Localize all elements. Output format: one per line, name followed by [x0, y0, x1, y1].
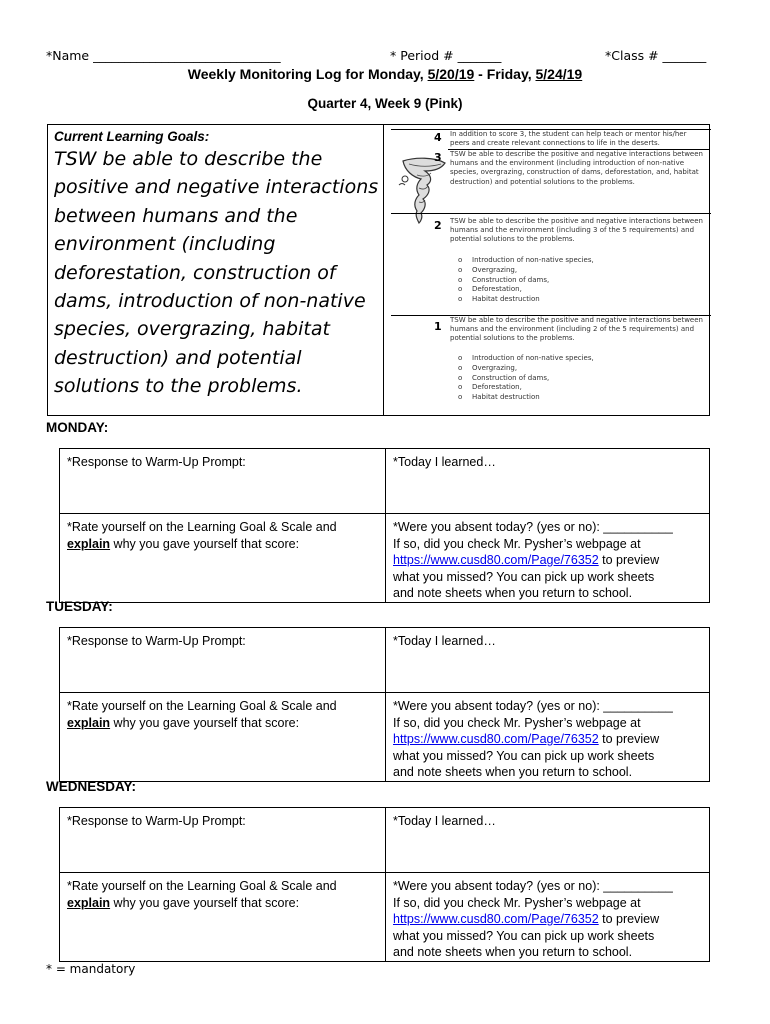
day-label-wednesday: WEDNESDAY:	[46, 779, 137, 794]
scale-level-4: 4	[434, 131, 442, 144]
list-item: o Introduction of non-native species,	[458, 256, 594, 266]
tuesday-log-table	[59, 627, 710, 782]
learned-label: *Today I learned…	[393, 634, 496, 648]
page-subtitle: Quarter 4, Week 9 (Pink)	[307, 96, 463, 111]
absent-question: *Were you absent today? (yes or no): __________	[393, 699, 673, 713]
warmup-label: *Response to Warm-Up Prompt:	[67, 634, 246, 648]
rate-text: *Rate yourself on the Learning Goal & Scale and	[67, 879, 337, 893]
after-url: to preview	[598, 553, 660, 567]
list-item: o Habitat destruction	[458, 295, 594, 305]
scale-desc-3: TSW be able to describe the positive and negative interactions between humans and the environment (including introduction of non-native species, overgrazing, construction of dams, deforestation, and, habitat destruction) and potential solutions to the problems.	[450, 150, 703, 186]
goals-heading: Current Learning Goals:	[54, 129, 210, 144]
rate-bold: explain	[67, 715, 111, 730]
after-url: to preview	[598, 912, 660, 926]
absence-cell[interactable]	[386, 514, 710, 603]
rate-bold: explain	[67, 536, 111, 551]
scale-desc-4: In addition to score 3, the student can help teach or mentor his/her peers and create relevant connections to life in the deserts.	[450, 130, 687, 148]
start-date: 5/20/19	[427, 66, 475, 82]
list-item: o Introduction of non-native species,	[458, 354, 594, 364]
rate-text: *Rate yourself on the Learning Goal & Scale and	[67, 520, 337, 534]
return-line: and note sheets when you return to school.	[393, 765, 633, 779]
rate-bold: explain	[67, 895, 111, 910]
title-prefix: Weekly Monitoring Log for Monday,	[187, 66, 428, 82]
return-line: and note sheets when you return to school.	[393, 586, 633, 600]
today-learned-cell[interactable]	[386, 628, 710, 693]
scale-level-2: 2	[434, 219, 442, 232]
rate-text: *Rate yourself on the Learning Goal & Scale and	[67, 699, 337, 713]
class-field-label: *Class # _______	[605, 48, 707, 63]
end-date: 5/24/19	[535, 66, 583, 82]
warmup-response-cell[interactable]	[60, 628, 386, 693]
name-field-label: *Name ______________________________	[46, 48, 281, 63]
page-title	[0, 66, 770, 82]
rate-text: why you gave yourself that score:	[110, 715, 300, 730]
list-item: o Construction of dams,	[458, 374, 594, 384]
list-item: o Deforestation,	[458, 285, 594, 295]
day-label-monday: MONDAY:	[46, 420, 109, 435]
list-item: o Deforestation,	[458, 383, 594, 393]
list-item: o Construction of dams,	[458, 276, 594, 286]
missed-line: what you missed? You can pick up work sheets	[393, 569, 655, 584]
check-line: If so, did you check Mr. Pysher’s webpage at	[393, 895, 641, 910]
goals-panel	[48, 125, 384, 415]
self-rating-cell[interactable]	[60, 693, 386, 782]
day-label-tuesday: TUESDAY:	[46, 599, 113, 614]
scale-list-2	[458, 256, 594, 305]
scale-level-1: 1	[434, 320, 442, 333]
absence-cell[interactable]	[386, 873, 710, 962]
return-line: and note sheets when you return to school.	[393, 945, 633, 959]
teacher-webpage-link[interactable]: https://www.cusd80.com/Page/76352	[393, 912, 599, 926]
missed-line: what you missed? You can pick up work sheets	[393, 928, 655, 943]
teacher-webpage-link[interactable]: https://www.cusd80.com/Page/76352	[393, 732, 599, 746]
scale-desc-1: TSW be able to describe the positive and negative interactions between humans and the environment (including 2 of the 5 requirements) and potential solutions to the problems.	[450, 316, 703, 343]
list-item: o Overgrazing,	[458, 266, 594, 276]
absent-question: *Were you absent today? (yes or no): __________	[393, 520, 673, 534]
self-rating-cell[interactable]	[60, 873, 386, 962]
absence-cell[interactable]	[386, 693, 710, 782]
tornado-icon	[395, 155, 450, 225]
after-url: to preview	[598, 732, 660, 746]
rate-text: why you gave yourself that score:	[110, 895, 300, 910]
learned-label: *Today I learned…	[393, 455, 496, 469]
warmup-label: *Response to Warm-Up Prompt:	[67, 814, 246, 828]
list-item: o Overgrazing,	[458, 364, 594, 374]
scale-divider	[391, 213, 711, 214]
teacher-webpage-link[interactable]: https://www.cusd80.com/Page/76352	[393, 553, 599, 567]
warmup-label: *Response to Warm-Up Prompt:	[67, 455, 246, 469]
learned-label: *Today I learned…	[393, 814, 496, 828]
scale-desc-2: TSW be able to describe the positive and negative interactions between humans and the environment (including 3 of the 5 requirements) and potential solutions to the problems.	[450, 217, 703, 244]
today-learned-cell[interactable]	[386, 449, 710, 514]
wednesday-log-table	[59, 807, 710, 962]
warmup-response-cell[interactable]	[60, 449, 386, 514]
monday-log-table	[59, 448, 710, 603]
title-middle: - Friday,	[474, 66, 536, 82]
period-field-label: * Period # _______	[390, 48, 502, 63]
check-line: If so, did you check Mr. Pysher’s webpage at	[393, 536, 641, 551]
list-item: o Habitat destruction	[458, 393, 594, 403]
warmup-response-cell[interactable]	[60, 808, 386, 873]
rate-text: why you gave yourself that score:	[110, 536, 300, 551]
absent-question: *Were you absent today? (yes or no): __________	[393, 879, 673, 893]
mandatory-footnote: * = mandatory	[46, 962, 136, 976]
self-rating-cell[interactable]	[60, 514, 386, 603]
scale-level-3: 3	[434, 151, 442, 164]
goals-text: TSW be able to describe the positive and negative interactions between humans and the environment (including deforestation, construction of dams, introduction of non-native species, overgrazing, habitat destruction) and potential solutions to the problems.	[54, 148, 379, 398]
missed-line: what you missed? You can pick up work sheets	[393, 748, 655, 763]
scale-list-1	[458, 354, 594, 403]
check-line: If so, did you check Mr. Pysher’s webpage at	[393, 715, 641, 730]
today-learned-cell[interactable]	[386, 808, 710, 873]
learning-goals-box	[47, 124, 710, 416]
